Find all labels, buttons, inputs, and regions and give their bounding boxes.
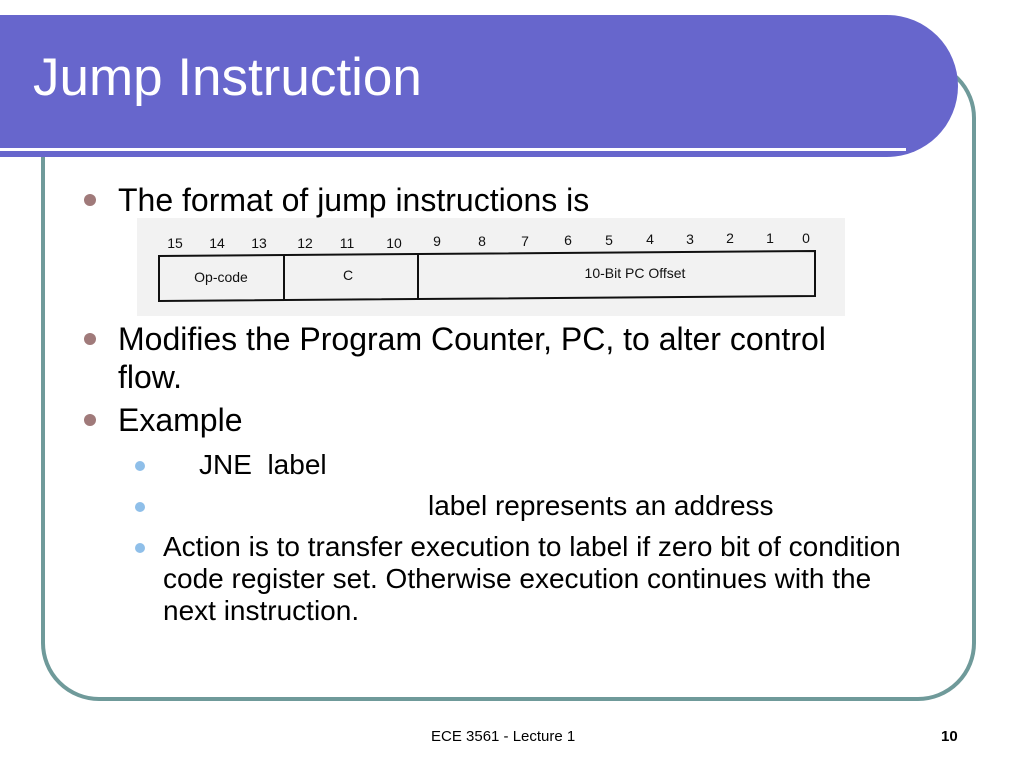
bit-number: 14: [209, 235, 225, 251]
sub-bullet-label-text: label represents an address: [428, 490, 774, 521]
bit-number: 8: [478, 233, 486, 249]
sub-bullet-action: Action is to transfer execution to label if zero bit of condition code register set. Otherwise execution continues with the next instruction.: [163, 531, 923, 627]
field-c: C: [342, 267, 354, 283]
bullet-format: The format of jump instructions is: [118, 181, 878, 219]
slide-title: Jump Instruction: [33, 48, 422, 107]
bit-number: 13: [251, 235, 267, 251]
bit-number: 3: [686, 231, 694, 247]
bit-number: 6: [564, 232, 572, 248]
field-opcode: Op-code: [194, 269, 248, 285]
bullet-example: Example: [118, 401, 878, 439]
format-box: [159, 251, 815, 301]
field-pc-offset: 10-Bit PC Offset: [584, 265, 686, 281]
bit-number: 7: [521, 233, 529, 249]
sub-bullet-jne-text: JNE label: [199, 449, 327, 480]
bit-number: 5: [605, 232, 613, 248]
bit-number: 12: [297, 235, 313, 251]
instruction-format-diagram: [137, 218, 845, 316]
bit-number: 11: [339, 235, 355, 251]
bit-number: 1: [766, 230, 774, 246]
page-number: 10: [941, 728, 958, 745]
bit-number: 4: [646, 231, 654, 247]
footer-text: ECE 3561 - Lecture 1: [431, 728, 576, 745]
bit-number: 2: [726, 230, 734, 246]
bit-number: 10: [386, 235, 402, 251]
bullet-modifies-pc: Modifies the Program Counter, PC, to alter control flow.: [118, 320, 878, 396]
bit-number: 9: [433, 233, 441, 249]
bit-number: 0: [802, 230, 810, 246]
bit-number: 15: [167, 235, 183, 251]
title-rule: [0, 148, 906, 151]
